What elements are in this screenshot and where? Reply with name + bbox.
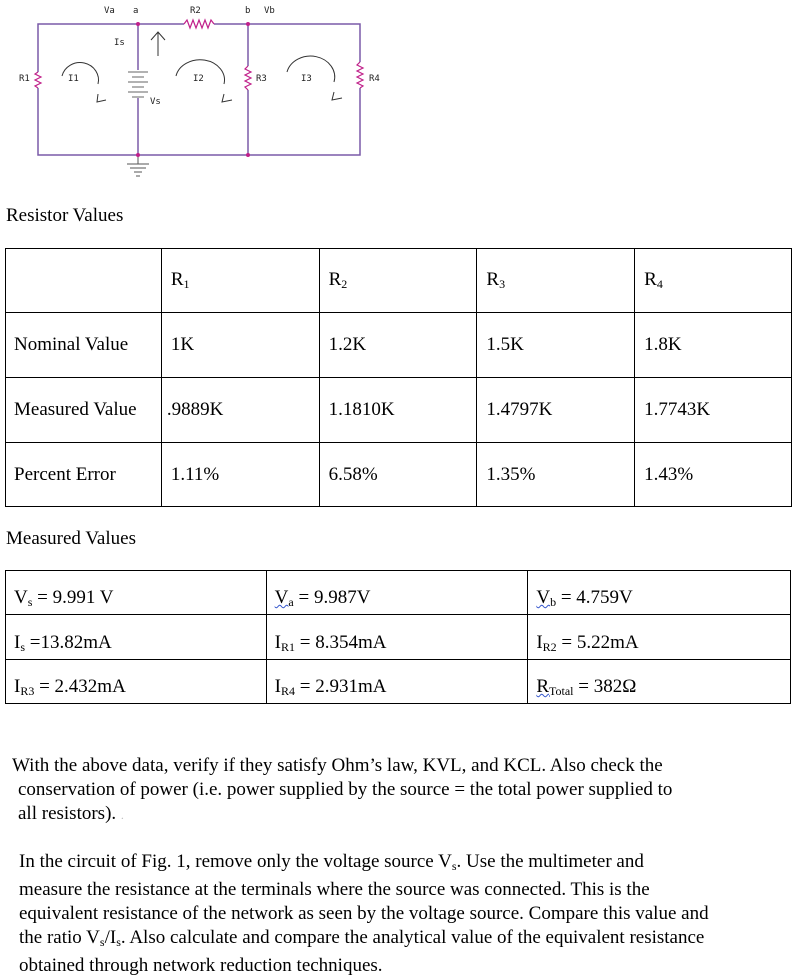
table-cell: 1K xyxy=(161,313,319,378)
r4-resistor xyxy=(357,62,363,88)
bottom-wire xyxy=(38,88,360,155)
measured-cell-ir3: $I_{R3} = 2.432mA$ xyxy=(6,660,267,704)
table-cell: 1.5K xyxy=(477,313,635,378)
r2-resistor xyxy=(184,20,214,28)
top-wire-right xyxy=(214,24,360,62)
label-vs: Vs xyxy=(150,97,161,107)
instruction-paragraph-1 xyxy=(12,754,792,827)
table-cell: 1.11% xyxy=(161,443,319,507)
table-cell: .9889K xyxy=(161,378,319,443)
resistor-values-heading: Resistor Values xyxy=(6,205,124,226)
table-row xyxy=(6,313,792,378)
row-label-measured: Measured Value xyxy=(6,378,162,443)
label-r3: R3 xyxy=(256,74,267,84)
measured-values-heading: Measured Values xyxy=(6,528,136,549)
label-b: b xyxy=(245,6,251,16)
row-label-nominal: Nominal Value xyxy=(6,313,162,378)
paragraph-line: the ratio $V_s/I_s$. Also calculate and compare the analytical value of the equivalent resistance xyxy=(19,927,705,949)
measured-cell-ir1: $I_{R1} = 8.354mA$ xyxy=(266,615,528,660)
table-row xyxy=(6,571,791,615)
table-corner-cell xyxy=(6,249,162,313)
table-row xyxy=(6,615,791,660)
table-cell: 1.35% xyxy=(477,443,635,507)
ground-symbol xyxy=(127,155,149,176)
instruction-paragraph-2 xyxy=(19,850,791,978)
column-header-r3: $R_3$ xyxy=(477,249,635,313)
paragraph-line: equivalent resistance of the network as seen by the voltage source. Compare this value and xyxy=(19,903,709,924)
paragraph-line: In the circuit of Fig. 1, remove only the voltage source $V_s$. Use the multimeter and xyxy=(19,851,644,873)
resistor-values-table xyxy=(5,248,792,507)
column-header-r1: $R_1$ xyxy=(161,249,319,313)
voltage-source-symbol xyxy=(128,72,148,97)
paragraph-line: measure the resistance at the terminals where the source was connected. This is the xyxy=(19,879,650,900)
label-is: Is xyxy=(114,38,125,48)
label-a: a xyxy=(133,6,139,16)
paragraph-line: obtained through network reduction techniques. xyxy=(19,955,383,976)
row-label-percent-error: Percent Error xyxy=(6,443,162,507)
label-i1: I1 xyxy=(68,74,79,84)
paragraph-line: conservation of power (i.e. power supplied by the source = the total power supplied to xyxy=(18,779,673,800)
measured-cell-rtotal: $R_{Total} = 382\Omega$ xyxy=(528,660,791,704)
table-header-row xyxy=(6,249,792,313)
paragraph-line: all resistors). . xyxy=(18,803,124,824)
table-cell: 1.2K xyxy=(319,313,477,378)
table-cell: 1.43% xyxy=(635,443,792,507)
measured-cell-vb: $V_b = 4.759V$ xyxy=(528,571,791,615)
column-header-r4: $R_4$ xyxy=(635,249,792,313)
circuit-diagram xyxy=(0,0,400,185)
label-r4: R4 xyxy=(369,74,380,84)
table-cell: 1.8K xyxy=(635,313,792,378)
measured-cell-ir2: $I_{R2} = 5.22mA$ xyxy=(528,615,791,660)
measured-values-table xyxy=(5,570,791,704)
measured-cell-vs: $V_s = 9.991$ V xyxy=(6,571,267,615)
measured-cell-ir4: $I_{R4} = 2.931mA$ xyxy=(266,660,528,704)
loop-arrow-i2-icon xyxy=(176,60,232,102)
label-i2: I2 xyxy=(193,74,204,84)
paragraph-line: With the above data, verify if they satisfy Ohm’s law, KVL, and KCL. Also check the xyxy=(12,755,663,776)
label-r2: R2 xyxy=(190,6,201,16)
label-r1: R1 xyxy=(19,74,30,84)
table-cell: 6.58% xyxy=(319,443,477,507)
table-cell: 1.4797K xyxy=(477,378,635,443)
table-row xyxy=(6,378,792,443)
label-vb: Vb xyxy=(264,6,275,16)
table-cell: 1.1810K xyxy=(319,378,477,443)
label-va: Va xyxy=(104,6,115,16)
measured-cell-va: $V_a = 9.987V$ xyxy=(266,571,528,615)
top-wire-left xyxy=(38,24,184,72)
table-cell: 1.7743K xyxy=(635,378,792,443)
circuit-nodes xyxy=(136,22,250,157)
r1-resistor xyxy=(35,72,41,88)
loop-arrow-i3-icon xyxy=(287,56,342,100)
label-i3: I3 xyxy=(301,74,312,84)
table-row xyxy=(6,660,791,704)
measured-cell-is: $I_s =13.82mA$ xyxy=(6,615,267,660)
column-header-r2: $R_2$ xyxy=(319,249,477,313)
table-row xyxy=(6,443,792,507)
is-arrow-icon xyxy=(151,32,165,56)
r3-resistor xyxy=(245,66,251,90)
